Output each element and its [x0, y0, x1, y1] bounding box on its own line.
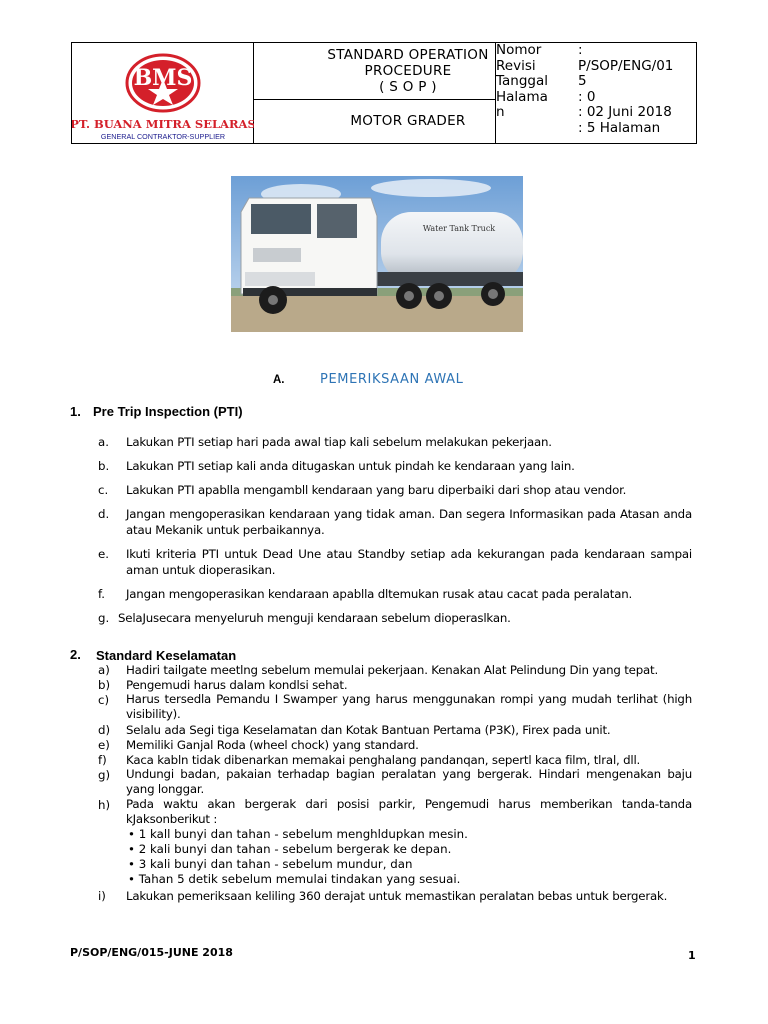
- page-number: 1: [688, 949, 696, 962]
- list-marker: b): [98, 678, 111, 692]
- meta-value: : 0: [578, 88, 596, 105]
- list-marker: a.: [98, 435, 109, 449]
- list-marker: c.: [98, 483, 109, 497]
- list-marker: b.: [98, 459, 110, 473]
- section-title: Pre Trip Inspection (PTI): [93, 404, 243, 419]
- list-marker: e.: [98, 547, 110, 561]
- section-letter: A.: [273, 374, 285, 386]
- svg-text:BMS: BMS: [133, 65, 193, 91]
- list-marker: h): [98, 798, 111, 812]
- bullet-text: 1 kall bunyi dan tahan - sebelum menghldupkan mesin.: [138, 827, 468, 841]
- document-meta: [496, 43, 696, 143]
- meta-value: P/SOP/ENG/01: [578, 57, 674, 74]
- meta-label: Revisi: [496, 57, 536, 74]
- footer-code: P/SOP/ENG/015-JUNE 2018: [70, 946, 233, 959]
- meta-label: Nomor: [496, 42, 542, 58]
- title-line: STANDARD OPERATION: [327, 47, 489, 63]
- bullet-text: 2 kali bunyi dan tahan - sebelum bergerak ke depan.: [138, 842, 452, 856]
- list-item: Memiliki Ganjal Roda (wheel chock) yang standard.: [126, 738, 419, 752]
- svg-text:Water Tank Truck: Water Tank Truck: [422, 224, 496, 233]
- list-marker: c): [98, 693, 110, 707]
- header-table: [71, 42, 697, 144]
- meta-values: [578, 43, 696, 136]
- section-heading: PEMERIKSAAN AWAL: [320, 372, 464, 387]
- list-item: Lakukan PTI apablla mengambll kendaraan yang baru diperbaiki dari shop atau vendor.: [126, 483, 627, 497]
- meta-label: Halama: [496, 88, 548, 105]
- list-marker: d.: [98, 507, 110, 521]
- list-item: Undungi badan, pakaian terhadap bagian peralatan yang bergerak. Hindari mengenakan baju yang longgar.: [126, 767, 692, 796]
- list-marker: f): [98, 753, 107, 767]
- list-item: Ikuti kriteria PTI untuk Dead Une atau Standby setiap ada kekurangan pada kendaraan sampai aman untuk dioperasikan.: [126, 547, 692, 577]
- list-item: Lakukan PTI setiap kali anda ditugaskan untuk pindah ke kendaraan yang lain.: [126, 459, 575, 473]
- bullet-text: Tahan 5 detik sebelum memulai tindakan yang sesuai.: [138, 872, 461, 886]
- list-item: Kaca kabln tidak dibenarkan memakai penghalang pandanqan, sepertl kaca film, tlral, dll.: [126, 753, 641, 767]
- water-tank-truck-photo: [231, 176, 523, 332]
- bullet-item: • 3 kali bunyi dan tahan - sebelum mundur, dan: [128, 857, 413, 871]
- list-marker: g.: [98, 611, 110, 625]
- meta-label: n: [496, 104, 505, 120]
- list-marker: i): [98, 889, 106, 903]
- list-item: Lakukan pemeriksaan keliling 360 derajat untuk memastikan peralatan bebas untuk bergerak.: [126, 889, 668, 903]
- list-item: Pengemudi harus dalam kondlsi sehat.: [126, 678, 348, 692]
- section-number: 1.: [70, 404, 81, 419]
- list-marker: d): [98, 723, 111, 737]
- list-item: Lakukan PTI setiap hari pada awal tiap kali sebelum melakukan pekerjaan.: [126, 435, 552, 449]
- section-number: 2.: [70, 647, 81, 662]
- meta-value: :: [578, 42, 583, 58]
- list-marker: f.: [98, 587, 106, 601]
- company-logo: [72, 43, 254, 143]
- list-marker: a): [98, 663, 110, 677]
- list-marker: e): [98, 738, 110, 752]
- title-line: ( S O P ): [379, 79, 437, 95]
- bullet-item: • Tahan 5 detik sebelum memulai tindakan yang sesuai.: [128, 872, 461, 886]
- meta-value: 5: [578, 73, 587, 89]
- list-item: SelaJusecara menyeluruh menguji kendaraan sebelum dioperaslkan.: [118, 611, 511, 625]
- list-item: Hadiri tailgate meetlng sebelum memulai pekerjaan. Kenakan Alat Pelindung Din yang tepat.: [126, 663, 658, 677]
- list-marker: g): [98, 768, 111, 782]
- title-line: PROCEDURE: [364, 63, 452, 79]
- svg-text:GENERAL CONTRAKTOR-SUPPLIER: GENERAL CONTRAKTOR-SUPPLIER: [100, 132, 226, 141]
- list-item: Jangan mengoperasikan kendaraan apablla dltemukan rusak atau cacat pada peralatan.: [126, 587, 633, 601]
- list-item: Selalu ada Segi tiga Keselamatan dan Kotak Bantuan Pertama (P3K), Firex pada unit.: [126, 723, 611, 737]
- meta-value: : 02 Juni 2018: [578, 104, 672, 120]
- list-item: Harus tersedla Pemandu I Swamper yang harus menggunakan rompi yang mudah terlihat (high visibility).: [126, 692, 692, 721]
- sop-subtitle: MOTOR GRADER: [350, 113, 466, 129]
- meta-value: : 5 Halaman: [578, 119, 661, 136]
- bullet-text: 3 kali bunyi dan tahan - sebelum mundur, dan: [138, 857, 413, 871]
- meta-labels: [496, 43, 576, 121]
- svg-text:PT. BUANA MITRA SELARAS: PT. BUANA MITRA SELARAS: [72, 117, 254, 131]
- bullet-item: • 1 kall bunyi dan tahan - sebelum menghldupkan mesin.: [128, 827, 468, 841]
- bullet-item: • 2 kali bunyi dan tahan - sebelum bergerak ke depan.: [128, 842, 452, 856]
- section-title: Standard Keselamatan: [96, 648, 237, 663]
- list-item: Jangan mengoperasikan kendaraan yang tidak aman. Dan segera Informasikan pada Atasan anda atau Mekanik untuk perbaikannya.: [126, 507, 692, 537]
- meta-label: Tanggal: [496, 73, 549, 89]
- list-item: Pada waktu akan bergerak dari posisi parkir, Pengemudi harus memberikan tanda-tanda kJaksonberikut :: [126, 797, 692, 826]
